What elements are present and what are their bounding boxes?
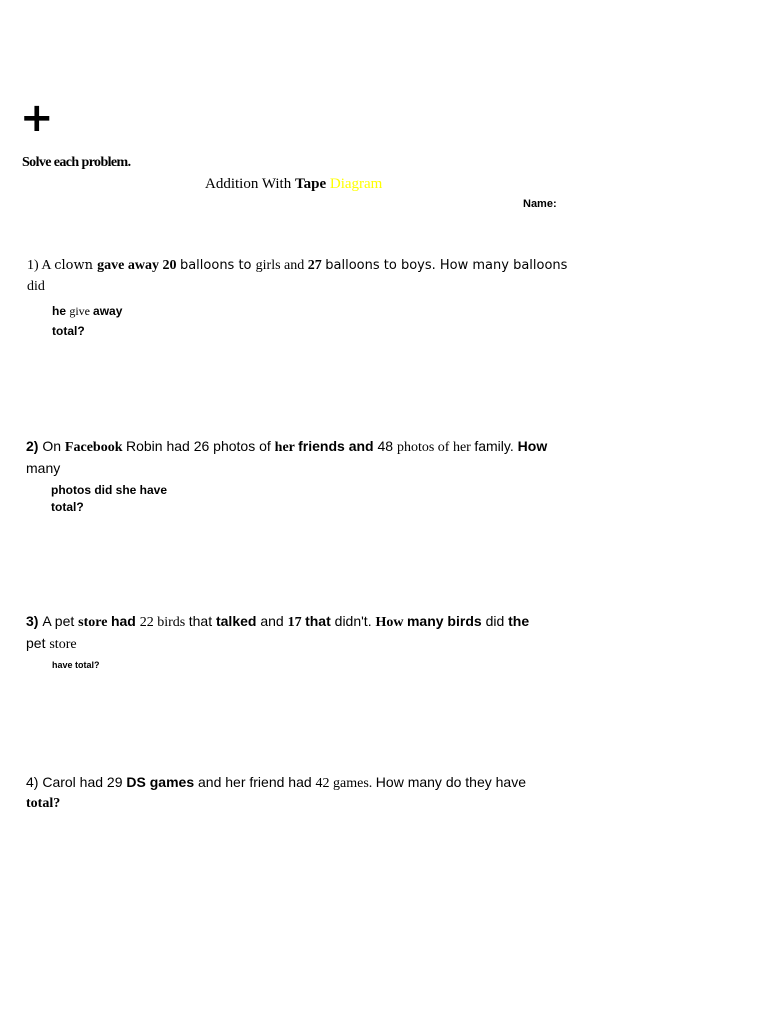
text-run: A pet (42, 613, 79, 629)
text-run: talked (215, 613, 261, 629)
title-part: Tape (294, 176, 327, 192)
text-run: he (52, 304, 70, 318)
text-run: On (42, 438, 65, 454)
text-run: did (485, 613, 509, 629)
text-run: store (78, 615, 111, 630)
text-run: 17 (287, 615, 306, 630)
problem-3-line-2 (26, 633, 77, 655)
text-run: away (93, 304, 123, 318)
worksheet-title (205, 176, 382, 193)
text-run: photos did she have (51, 483, 168, 497)
text-run: girls and (255, 258, 308, 273)
instructions: Solve each problem. (22, 155, 131, 170)
plus-icon: + (20, 95, 54, 141)
text-run: How many balloons (439, 258, 568, 273)
text-run: 22 birds (139, 615, 189, 630)
text-run: 4) Carol had 29 (26, 774, 127, 790)
text-run: 27 (307, 258, 326, 273)
text-run: How (517, 438, 548, 454)
text-run: store (49, 637, 77, 652)
text-run: DS games (126, 774, 198, 790)
problem-4-line-2 (26, 794, 60, 814)
text-run: give (69, 304, 94, 318)
text-run: 3) (26, 613, 43, 629)
problem-2-line-4 (51, 497, 84, 517)
text-run: her (274, 440, 299, 455)
text-run: have total? (52, 660, 100, 670)
text-run: 2) (26, 438, 43, 454)
text-run: had (110, 613, 140, 629)
problem-3-line-3 (52, 660, 100, 670)
title-highlight: Diagram (329, 176, 383, 192)
text-run: that (188, 613, 216, 629)
text-run: many (26, 460, 61, 476)
problem-1-line-2 (27, 277, 45, 297)
problem-3-line-1 (26, 611, 529, 633)
text-run: friends and (298, 438, 378, 454)
text-run: total? (26, 796, 61, 811)
text-run: clown (54, 258, 98, 273)
name-label: Name: (523, 198, 557, 210)
text-run: the (508, 613, 530, 629)
problem-2-line-2 (26, 458, 60, 478)
text-run: gave away 20 (97, 258, 180, 273)
problem-1-line-1 (27, 256, 567, 276)
problem-1-line-4 (52, 321, 85, 341)
text-run: How many do they have (375, 774, 526, 790)
text-run: How (375, 615, 407, 630)
text-run: 1) A (27, 258, 55, 273)
text-run: pet (26, 635, 50, 651)
text-run: Robin had 26 photos of (125, 438, 275, 454)
text-run: 42 games. (315, 776, 376, 791)
problem-4-line-1 (26, 772, 526, 794)
text-run: and her friend had (198, 774, 316, 790)
text-run: did (27, 279, 45, 294)
text-run: total? (51, 500, 84, 514)
text-run: photos of her (396, 440, 475, 455)
title-part: Addition With (205, 176, 295, 192)
text-run: family. (474, 438, 518, 454)
problem-1-line-3 (52, 301, 122, 321)
text-run: and (260, 613, 288, 629)
text-run: didn't. (334, 613, 376, 629)
text-run: 48 (377, 438, 397, 454)
text-run: balloons to (179, 258, 256, 273)
text-run: Facebook (64, 440, 126, 455)
text-run: many birds (406, 613, 486, 629)
text-run: balloons to boys. (325, 258, 440, 273)
text-run: that (305, 613, 335, 629)
problem-2-line-1 (26, 436, 547, 458)
text-run: total? (52, 324, 85, 338)
